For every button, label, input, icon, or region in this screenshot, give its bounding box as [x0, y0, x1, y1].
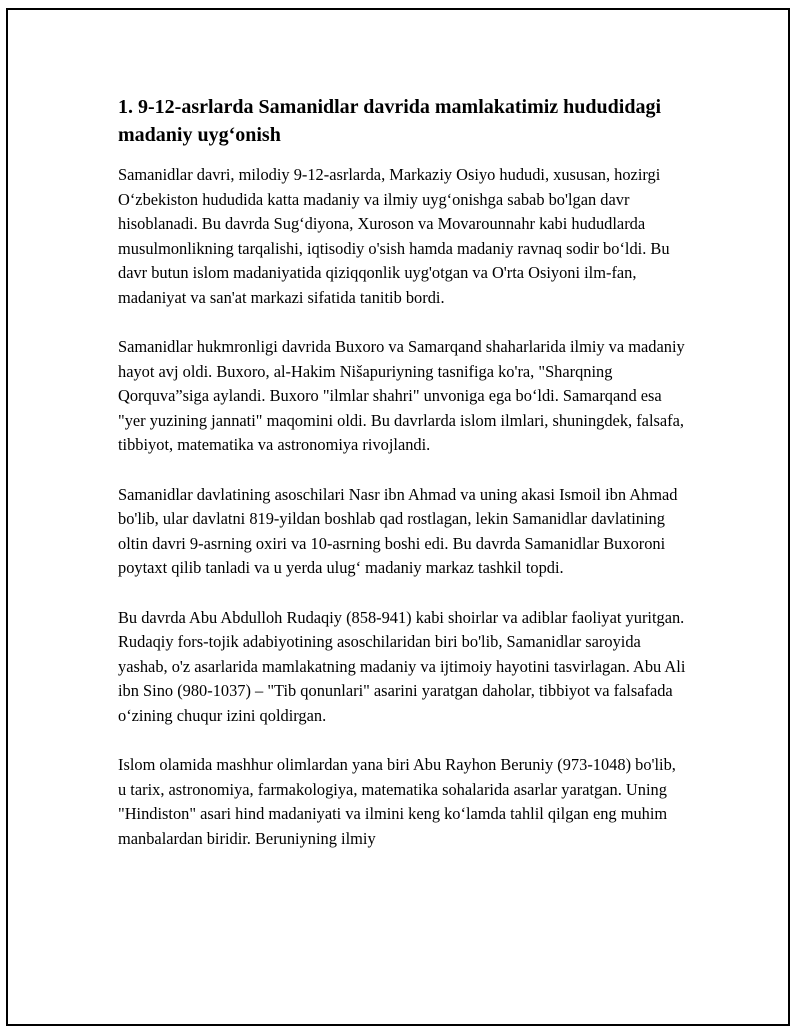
section-title: 1. 9-12-asrlarda Samanidlar davrida mamlakatimiz hududidagi madaniy uyg‘onish	[118, 96, 662, 146]
paragraph: Islom olamida mashhur olimlardan yana biri Abu Rayhon Beruniy (973-1048) bo'lib, u tarix, astronomiya, farmakologiya, matematika sohalarida asarlar yaratgan. Uning "Hindiston" asari hind madaniyati va ilmini keng ko‘lamda tahlil qilgan eng muhim manbalardan biridir. Beruniyning ilmiy	[118, 755, 676, 848]
paragraph: Samanidlar davri, milodiy 9-12-asrlarda, Markaziy Osiyo hududi, xususan, hozirgi O‘zbekiston hududida katta madaniy va ilmiy uyg‘onishga sabab bo'lgan davr hisoblanadi. Bu davrda Sug‘diyona, Xuroson va Movarounnahr kabi hududlarda musulmonlikning tarqalishi, iqtisodiy o'sish hamda madaniy ravnaq sodir bo‘ldi. Bu davr butun islom madaniyatida qiziqqonlik uyg'otgan va O'rta Osiyoni ilm-fan, madaniyat va san'at markazi sifatida tanitib bordi.	[118, 165, 670, 307]
document-body	[118, 93, 688, 876]
paragraph: Bu davrda Abu Abdulloh Rudaqiy (858-941) kabi shoirlar va adiblar faoliyat yuritgan. Rudaqiy fors-tojik adabiyotining asoschilaridan biri bo'lib, Samanidlar saroyida yashab, o'z asarlarida mamlakatning madaniy va ijtimoiy hayotini tasvirlagan. Abu Ali ibn Sino (980-1037) – "Tib qonunlari" asarini yaratgan daholar, tibbiyot va falsafada o‘zining chuqur izini qoldirgan.	[118, 607, 686, 725]
paragraph: Samanidlar davlatining asoschilari Nasr ibn Ahmad va uning akasi Ismoil ibn Ahmad bo'lib, ular davlatni 819-yildan boshlab qad rostlagan, lekin Samanidlar davlatining oltin davri 9-asrning oxiri va 10-asrning boshi edi. Bu davrda Samanidlar Buxoroni poytaxt qilib tanladi va u yerda ulug‘ madaniy markaz tashkil topdi.	[118, 484, 678, 577]
paragraph: Samanidlar hukmronligi davrida Buxoro va Samarqand shaharlarida ilmiy va madaniy hayot avj oldi. Buxoro, al-Hakim Nišapuriyning tasnifiga ko'ra, "Sharqning Qorquva”siga aylandi. Buxoro "ilmlar shahri" unvoniga ega bo‘ldi. Samarqand esa "yer yuzining jannati" maqomini oldi. Bu davrlarda islom ilmlari, shuningdek, falsafa, tibbiyot, matematika va astronomiya rivojlandi.	[118, 337, 685, 454]
